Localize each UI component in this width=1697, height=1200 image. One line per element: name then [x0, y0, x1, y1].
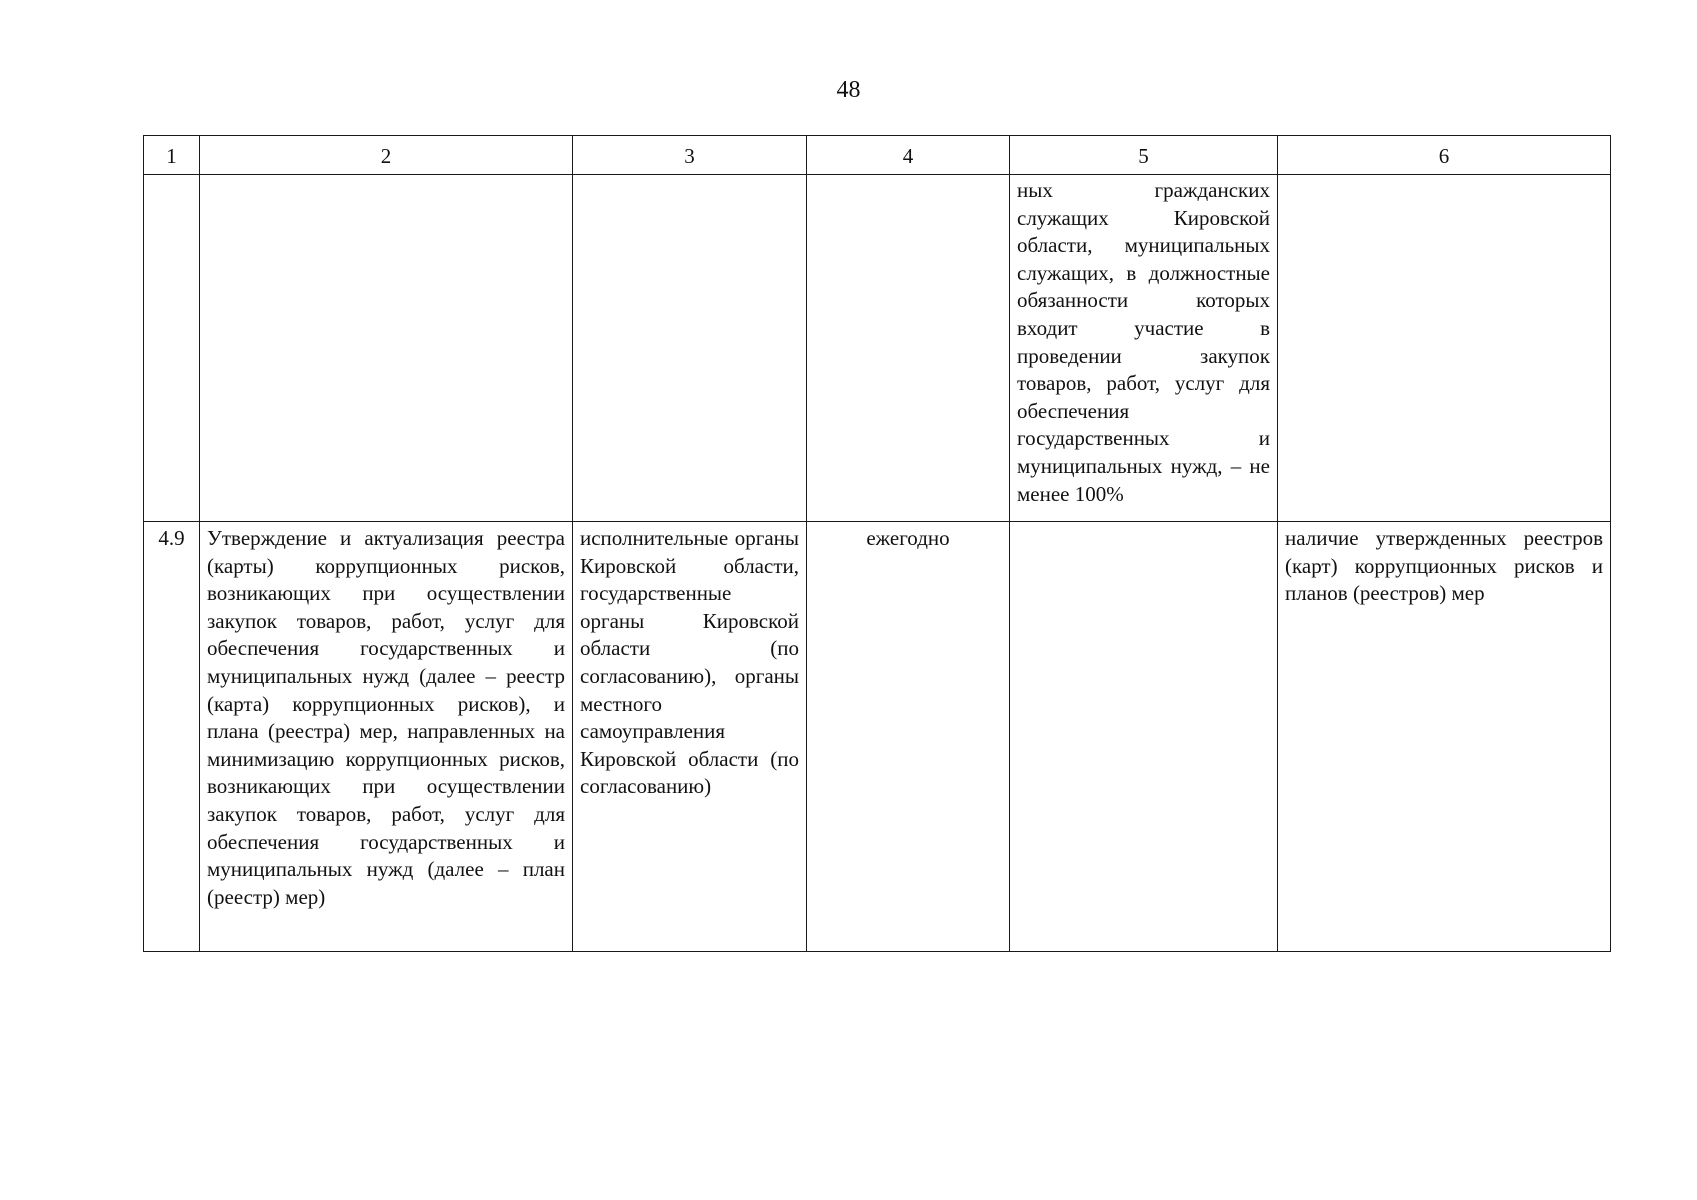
column-header-6: 6 [1278, 136, 1611, 175]
page-number: 48 [836, 77, 861, 103]
cell-executors [573, 175, 807, 522]
column-header-3: 3 [573, 136, 807, 175]
cell-indicator [1010, 522, 1278, 952]
table-header-row [144, 136, 1611, 175]
measures-table [143, 135, 1611, 952]
column-header-1: 1 [144, 136, 200, 175]
cell-number: 4.9 [144, 522, 200, 952]
cell-number [144, 175, 200, 522]
cell-term: ежегодно [807, 522, 1010, 952]
table-row-4-9 [144, 522, 1611, 952]
column-header-2: 2 [200, 136, 573, 175]
column-header-5: 5 [1010, 136, 1278, 175]
table-row-continuation [144, 175, 1611, 522]
cell-term [807, 175, 1010, 522]
column-header-4: 4 [807, 136, 1010, 175]
cell-result: наличие утвержденных реестров (карт) коррупционных рисков и планов (реестров) мер [1278, 522, 1611, 952]
cell-measure [200, 175, 573, 522]
cell-measure: Утверждение и актуализация реестра (карты) коррупционных рисков, возникающих при осуществлении закупок товаров, работ, услуг для обеспечения государственных и муниципальных нужд (далее – реестр (карта) коррупционных рисков), и плана (реестра) мер, направленных на минимизацию коррупционных рисков, возникающих при осуществлении закупок товаров, работ, услуг для обеспечения государственных и муниципальных нужд (далее – план (реестр) мер) [200, 522, 573, 952]
cell-result [1278, 175, 1611, 522]
cell-executors: исполнительные органы Кировской области, государственные органы Кировской области (по согласованию), органы местного самоуправления Кировской области (по согласованию) [573, 522, 807, 952]
cell-indicator: ных гражданских служащих Кировской области, муниципальных служащих, в должностные обязанности которых входит участие в проведении закупок товаров, работ, услуг для обеспечения государственных и муниципальных нужд, – не менее 100% [1010, 175, 1278, 522]
